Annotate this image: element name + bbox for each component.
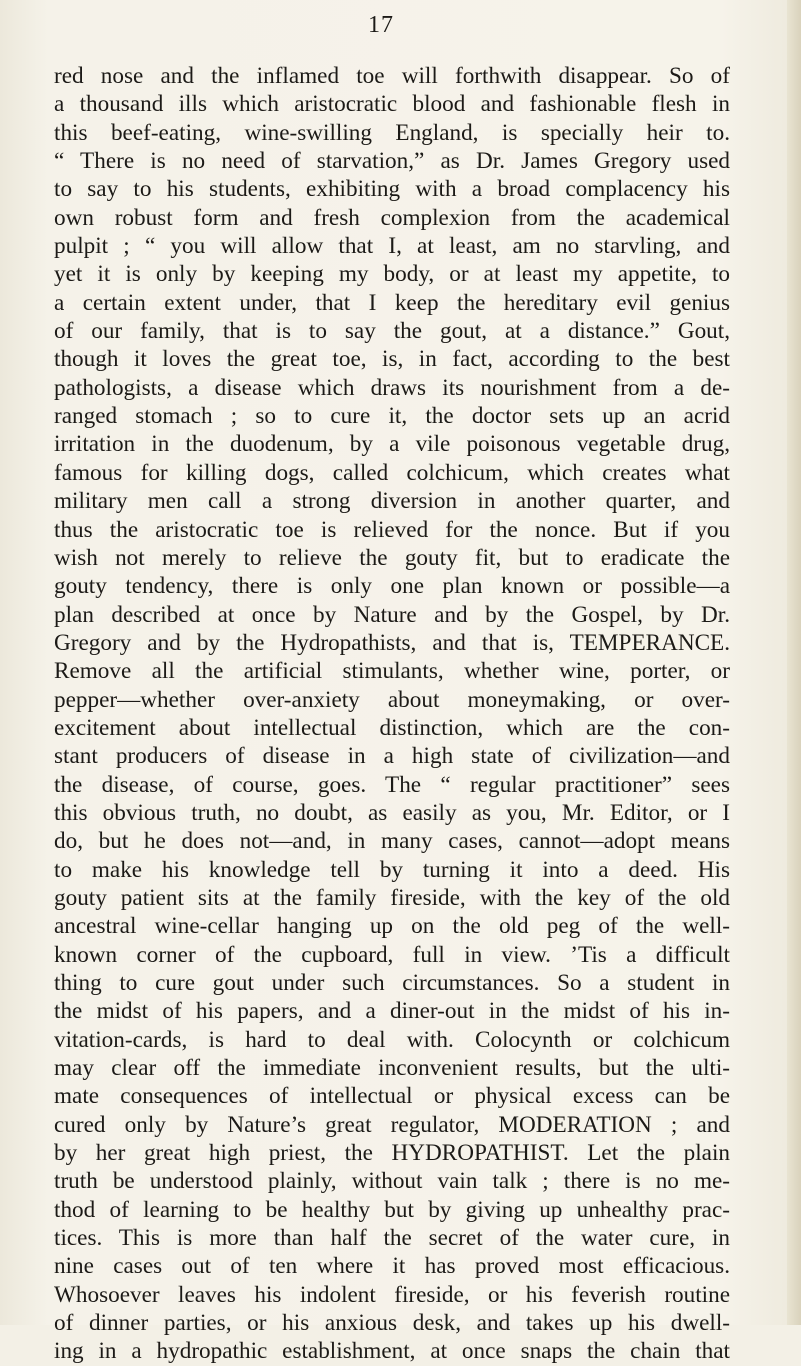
text-line: ing in a hydropathic establishment, at once snaps the chain that [54, 1338, 730, 1365]
text-line: plan described at once by Nature and by the Gospel, by Dr. [54, 601, 730, 628]
text-line: red nose and the inflamed toe will forthwith disappear. So of [54, 63, 730, 89]
text-line: ranged stomach ; so to cure it, the doctor sets up an acrid [54, 403, 730, 430]
text-line: “ There is no need of starvation,” as Dr. James Gregory used [54, 148, 730, 175]
text-line: though it loves the great toe, is, in fact, according to the best [54, 346, 730, 373]
text-line: of our family, that is to say the gout, at a distance.” Gout, [54, 318, 730, 345]
text-line: military men call a strong diversion in another quarter, and [54, 488, 730, 515]
text-line: may clear off the immediate inconvenient results, but the ulti- [54, 1055, 730, 1082]
text-line: this obvious truth, no doubt, as easily as you, Mr. Editor, or I [54, 799, 730, 826]
text-line: gouty patient sits at the family fireside, with the key of the old [54, 884, 730, 911]
text-line: thod of learning to be healthy but by giving up unhealthy prac- [54, 1196, 730, 1223]
text-line: this beef-eating, wine-swilling England, is specially heir to. [54, 119, 730, 146]
text-line: yet it is only by keeping my body, or at least my appetite, to [54, 261, 730, 288]
text-line: mate consequences of intellectual or physical excess can be [54, 1083, 730, 1110]
text-line: a thousand ills which aristocratic blood and fashionable flesh in [54, 91, 730, 118]
text-line: the disease, of course, goes. The “ regular practitioner” sees [54, 771, 730, 798]
text-line: tices. This is more than half the secret of the water cure, in [54, 1225, 730, 1252]
text-line: a certain extent under, that I keep the hereditary evil genius [54, 289, 730, 316]
text-line: cured only by Nature’s great regulator, MODERATION ; and [54, 1111, 730, 1138]
text-line: stant producers of disease in a high state of civilization—and [54, 743, 730, 770]
text-line: Whosoever leaves his indolent fireside, or his feverish routine [54, 1281, 730, 1308]
page-number: 17 [368, 12, 394, 38]
text-line: of dinner parties, or his anxious desk, and takes up his dwell- [54, 1310, 730, 1337]
text-line: excitement about intellectual distinction, which are the con- [54, 714, 730, 741]
text-line: vitation-cards, is hard to deal with. Colocynth or colchicum [54, 1026, 730, 1053]
text-line: gouty tendency, there is only one plan known or possible—a [54, 573, 730, 600]
text-line: irritation in the duodenum, by a vile poisonous vegetable drug, [54, 431, 730, 458]
text-line: by her great high priest, the HYDROPATHIST. Let the plain [54, 1140, 730, 1167]
text-line: Gregory and by the Hydropathists, and that is, TEMPERANCE. [54, 629, 730, 656]
text-line: Remove all the artificial stimulants, whether wine, porter, or [54, 658, 730, 685]
text-line: own robust form and fresh complexion from the academical [54, 204, 730, 231]
text-line: thing to cure gout under such circumstances. So a student in [54, 970, 730, 996]
text-line: pathologists, a disease which draws its nourishment from a de- [54, 374, 730, 401]
text-line: famous for killing dogs, called colchicum, which creates what [54, 459, 730, 486]
page-edge-shadow [787, 0, 801, 1325]
text-line: to say to his students, exhibiting with a broad complacency his [54, 176, 730, 203]
body-text [54, 62, 730, 1366]
text-line: do, but he does not—and, in many cases, cannot—adopt means [54, 828, 730, 855]
text-line: the midst of his papers, and a diner-out in the midst of his in- [54, 998, 730, 1025]
text-line: ancestral wine-cellar hanging up on the old peg of the well- [54, 913, 730, 940]
text-line: truth be understood plainly, without vain talk ; there is no me- [54, 1168, 730, 1195]
text-line: known corner of the cupboard, full in view. ’Tis a difficult [54, 941, 730, 968]
text-line: thus the aristocratic toe is relieved for the nonce. But if you [54, 516, 730, 543]
text-line: wish not merely to relieve the gouty fit, but to eradicate the [54, 544, 730, 571]
text-line: pepper—whether over-anxiety about moneymaking, or over- [54, 686, 730, 713]
text-line: to make his knowledge tell by turning it into a deed. His [54, 856, 730, 883]
text-line: pulpit ; “ you will allow that I, at least, am no starvling, and [54, 233, 730, 260]
text-line: nine cases out of ten where it has proved most efficacious. [54, 1253, 730, 1280]
